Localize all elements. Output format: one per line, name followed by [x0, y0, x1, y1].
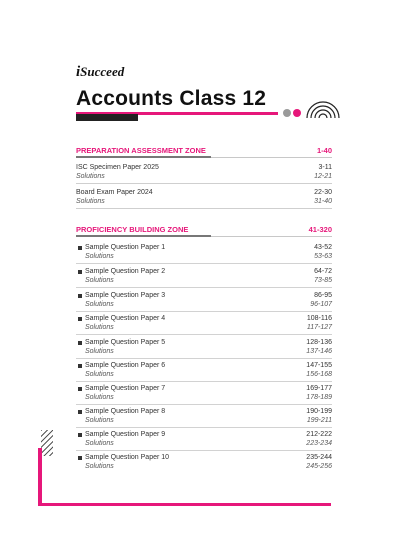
list-item — [76, 384, 332, 402]
bullet-square-icon — [78, 433, 82, 437]
title-dark-bar — [76, 114, 138, 121]
item-pages: 147-155 — [306, 362, 332, 369]
item-pages: 235-244 — [306, 454, 332, 461]
zone-name: PROFICIENCY BUILDING ZONE — [76, 225, 189, 234]
bullet-square-icon — [78, 317, 82, 321]
item-label: Sample Question Paper 9 — [85, 431, 166, 438]
grey-dot — [283, 109, 291, 117]
brand-name: Succeed — [80, 64, 125, 79]
item-sub-label: Solutions — [85, 463, 114, 470]
bullet-square-icon — [78, 270, 82, 274]
item-pages: 108-116 — [306, 315, 332, 322]
list-item — [76, 430, 332, 448]
item-sub-label: Solutions — [85, 324, 114, 331]
item-sub-pages: 96-107 — [310, 301, 332, 308]
page-title: Accounts Class 12 — [76, 87, 267, 110]
item-label: Sample Question Paper 4 — [85, 315, 166, 322]
item-sub-pages: 12-21 — [314, 173, 332, 180]
item-pages: 212-222 — [306, 431, 332, 438]
item-pages: 43-52 — [314, 244, 332, 251]
list-item — [76, 291, 332, 309]
bullet-square-icon — [78, 294, 82, 298]
zone-header-preparation — [76, 146, 332, 155]
item-label: Sample Question Paper 6 — [85, 362, 166, 369]
zone-header-proficiency — [76, 225, 332, 234]
zone-range: 1-40 — [316, 146, 332, 155]
item-sub-pages: 199-211 — [306, 417, 332, 424]
bullet-square-icon — [78, 364, 82, 368]
item-label: Board Exam Paper 2024 — [76, 189, 153, 196]
bullet-square-icon — [78, 246, 82, 250]
item-sub-pages: 117-127 — [306, 324, 332, 331]
list-item — [76, 338, 332, 356]
item-sub-pages: 73-85 — [314, 277, 332, 284]
list-item — [76, 407, 332, 425]
pink-dot — [293, 109, 301, 117]
item-sub-label: Solutions — [76, 173, 105, 180]
item-label: Sample Question Paper 5 — [85, 339, 166, 346]
item-label: Sample Question Paper 1 — [85, 244, 166, 251]
bullet-square-icon — [78, 456, 82, 460]
concentric-arcs-icon — [303, 95, 343, 119]
item-sub-pages: 223-234 — [306, 440, 332, 447]
item-sub-pages: 245-256 — [306, 463, 332, 470]
item-label: Sample Question Paper 3 — [85, 292, 166, 299]
item-sub-pages: 137-146 — [306, 348, 332, 355]
zone-rule — [76, 236, 332, 237]
brand-prefix: i — [76, 64, 81, 80]
item-sub-pages: 53-63 — [314, 253, 332, 260]
list-item — [76, 188, 332, 206]
item-sub-label: Solutions — [76, 198, 105, 205]
zone-rule — [76, 157, 332, 158]
item-label: Sample Question Paper 2 — [85, 268, 166, 275]
list-item — [76, 163, 332, 181]
item-sub-label: Solutions — [85, 253, 114, 260]
item-pages: 169-177 — [306, 385, 332, 392]
item-sub-label: Solutions — [85, 348, 114, 355]
item-sub-label: Solutions — [85, 301, 114, 308]
item-sub-pages: 178-189 — [306, 394, 332, 401]
list-item — [76, 361, 332, 379]
brand-logo — [76, 64, 124, 81]
item-pages: 86-95 — [314, 292, 332, 299]
item-label: ISC Specimen Paper 2025 — [76, 164, 159, 171]
item-pages: 190-199 — [306, 408, 332, 415]
list-item — [76, 243, 332, 261]
item-label: Sample Question Paper 7 — [85, 385, 166, 392]
item-sub-pages: 156-168 — [306, 371, 332, 378]
hatch-decoration — [41, 430, 53, 456]
item-sub-label: Solutions — [85, 371, 114, 378]
item-sub-label: Solutions — [85, 394, 114, 401]
item-sub-label: Solutions — [85, 440, 114, 447]
zone-name: PREPARATION ASSESSMENT ZONE — [76, 146, 206, 155]
zone-range: 41-320 — [308, 225, 332, 234]
item-label: Sample Question Paper 10 — [85, 454, 170, 461]
item-sub-pages: 31-40 — [314, 198, 332, 205]
item-pages: 64-72 — [314, 268, 332, 275]
side-accent-bar — [38, 448, 42, 503]
item-pages: 3-11 — [318, 164, 332, 171]
item-label: Sample Question Paper 8 — [85, 408, 166, 415]
list-item — [76, 267, 332, 285]
item-pages: 128-136 — [306, 339, 332, 346]
list-item — [76, 453, 332, 471]
bullet-square-icon — [78, 341, 82, 345]
item-sub-label: Solutions — [85, 417, 114, 424]
bullet-square-icon — [78, 410, 82, 414]
list-item — [76, 314, 332, 332]
item-sub-label: Solutions — [85, 277, 114, 284]
bottom-accent-line — [38, 503, 331, 506]
bullet-square-icon — [78, 387, 82, 391]
item-pages: 22-30 — [314, 189, 332, 196]
